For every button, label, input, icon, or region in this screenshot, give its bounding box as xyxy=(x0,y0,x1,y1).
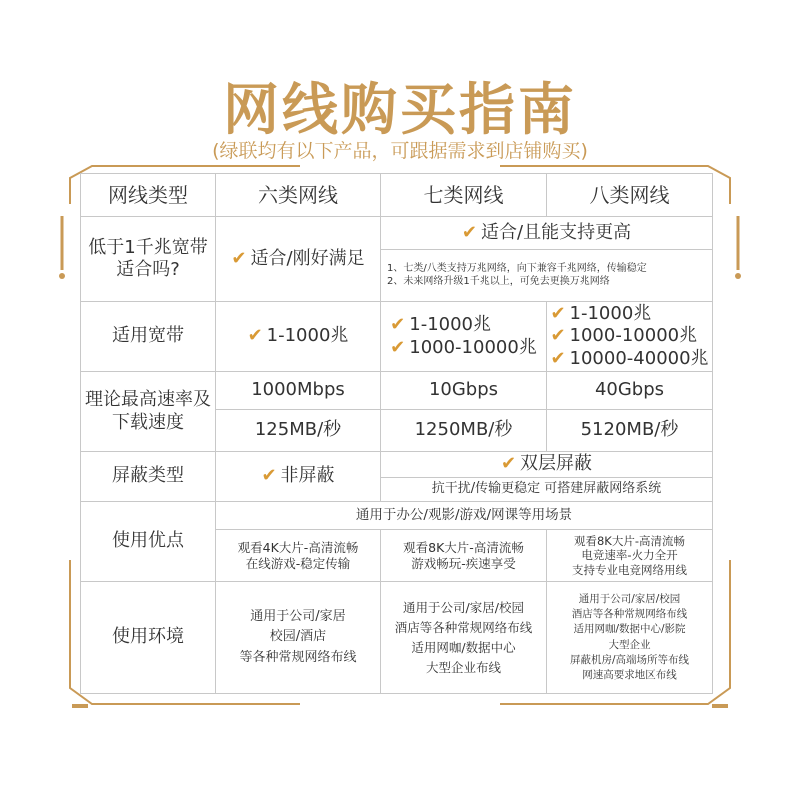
bandwidth-cat7-text: 1-1000兆 xyxy=(409,314,492,335)
check-icon: ✔ xyxy=(390,336,406,358)
cell-download-cat6: 125MB/秒 xyxy=(216,410,381,452)
row-shield xyxy=(81,452,713,478)
shield-cat6-text: 非屏蔽 xyxy=(280,465,335,487)
cell-shield-cat78 xyxy=(381,452,713,478)
header-cat7: 七类网线 xyxy=(381,174,547,217)
environment-line: 适用网咖/数据中心/影院 xyxy=(573,623,686,636)
advantage-line: 观看8K大片-高清流畅 xyxy=(403,539,524,555)
bandwidth-cat6-text: 1-1000兆 xyxy=(266,325,349,347)
row-bandwidth-label: 适用宽带 xyxy=(81,302,216,372)
bandwidth-cat7-text: 1000-10000兆 xyxy=(409,336,537,358)
environment-line: 网速高要求地区布线 xyxy=(582,668,677,681)
bandwidth-cat8-text: 1-1000兆 xyxy=(569,302,652,324)
environment-line: 适用网咖/数据中心 xyxy=(411,639,516,655)
cell-environment-cat7 xyxy=(381,582,547,694)
shield-cat78-text: 双层屏蔽 xyxy=(520,453,593,475)
check-icon: ✔ xyxy=(461,221,477,243)
environment-line: 酒店等各种常规网络布线 xyxy=(571,608,688,621)
header-cat8: 八类网线 xyxy=(547,174,713,217)
row-bandwidth xyxy=(81,302,713,372)
comparison-table xyxy=(80,173,713,694)
row-shield-label: 屏蔽类型 xyxy=(81,452,216,502)
cell-gigabit-notes xyxy=(381,250,713,302)
row-environment xyxy=(81,582,713,694)
gigabit-note-1: 1、七类/八类支持万兆网络，向下兼容千兆网络，传输稳定 xyxy=(387,263,647,274)
advantage-line: 游戏畅玩-疾速享受 xyxy=(411,555,516,571)
row-gigabit-label: 低于1千兆宽带适合吗? xyxy=(81,217,216,302)
cell-gigabit-cat78 xyxy=(381,217,713,250)
cell-environment-cat8 xyxy=(547,582,713,694)
check-icon: ✔ xyxy=(550,347,566,369)
environment-line: 等各种常规网络布线 xyxy=(239,649,357,665)
cell-bandwidth-cat6 xyxy=(216,302,381,372)
cell-download-cat7: 1250MB/秒 xyxy=(381,410,547,452)
environment-line: 大型企业 xyxy=(608,638,651,651)
cell-bandwidth-cat7 xyxy=(381,302,547,372)
row-speed-label: 理论最高速率及下载速度 xyxy=(81,372,216,452)
check-icon: ✔ xyxy=(261,465,277,487)
advantage-line: 观看4K大片-高清流畅 xyxy=(237,539,359,555)
advantage-line: 在线游戏-稳定传输 xyxy=(245,555,351,571)
header-row xyxy=(81,174,713,217)
cell-download-cat8: 5120MB/秒 xyxy=(547,410,713,452)
cell-advantages-common: 通用于办公/观影/游戏/网课等用场景 xyxy=(216,502,713,530)
check-icon: ✔ xyxy=(247,325,263,347)
advantage-line: 支持专业电竞网络用线 xyxy=(572,562,687,577)
cell-advantages-cat7 xyxy=(381,530,547,582)
header-cable-type: 网线类型 xyxy=(81,174,216,217)
advantage-line: 电竞速率-火力全开 xyxy=(581,548,678,563)
check-icon: ✔ xyxy=(231,247,247,269)
check-icon: ✔ xyxy=(500,453,517,475)
page-subtitle: (绿联均有以下产品，可跟据需求到店铺购买) xyxy=(212,140,588,162)
header-cat6: 六类网线 xyxy=(216,174,381,217)
environment-line: 屏蔽机房/高端场所等布线 xyxy=(569,653,690,666)
gigabit-cat6-text: 适合/刚好满足 xyxy=(250,247,365,269)
row-advantages-label: 使用优点 xyxy=(81,502,216,582)
row-advantages xyxy=(81,502,713,530)
check-icon: ✔ xyxy=(390,314,406,335)
environment-line: 通用于公司/家居/校园 xyxy=(403,599,524,615)
cell-advantages-cat6 xyxy=(216,530,381,582)
row-environment-label: 使用环境 xyxy=(81,582,216,694)
environment-line: 通用于公司/家居/校园 xyxy=(578,592,681,605)
cell-environment-cat6 xyxy=(216,582,381,694)
environment-line: 校园/酒店 xyxy=(269,629,327,645)
environment-line: 大型企业布线 xyxy=(425,659,501,675)
cell-bandwidth-cat8 xyxy=(547,302,713,372)
cell-shield-cat6 xyxy=(216,452,381,502)
cell-gigabit-cat6 xyxy=(216,217,381,302)
cell-rate-cat7: 10Gbps xyxy=(381,372,547,410)
check-icon: ✔ xyxy=(550,302,566,324)
bandwidth-cat8-text: 1000-10000兆 xyxy=(569,325,698,347)
cell-shield-note: 抗干扰/传输更稳定 可搭建屏蔽网络系统 xyxy=(381,478,713,502)
gigabit-note-2: 2、未来网络升级1千兆以上，可免去更换万兆网络 xyxy=(387,275,610,287)
bandwidth-cat8-text: 10000-40000兆 xyxy=(569,347,709,369)
environment-line: 酒店等各种常规网络布线 xyxy=(394,619,533,635)
cell-rate-cat8: 40Gbps xyxy=(547,372,713,410)
advantage-line: 观看8K大片-高清流畅 xyxy=(573,533,685,548)
environment-line: 通用于公司/家居 xyxy=(250,609,346,625)
cell-rate-cat6: 1000Mbps xyxy=(216,372,381,410)
cell-advantages-cat8 xyxy=(547,530,713,582)
gigabit-cat78-text: 适合/且能支持更高 xyxy=(481,221,632,243)
page-title: 网线购买指南 xyxy=(223,78,577,143)
row-gigabit xyxy=(81,217,713,250)
row-speed-rate xyxy=(81,372,713,410)
check-icon: ✔ xyxy=(550,325,566,347)
